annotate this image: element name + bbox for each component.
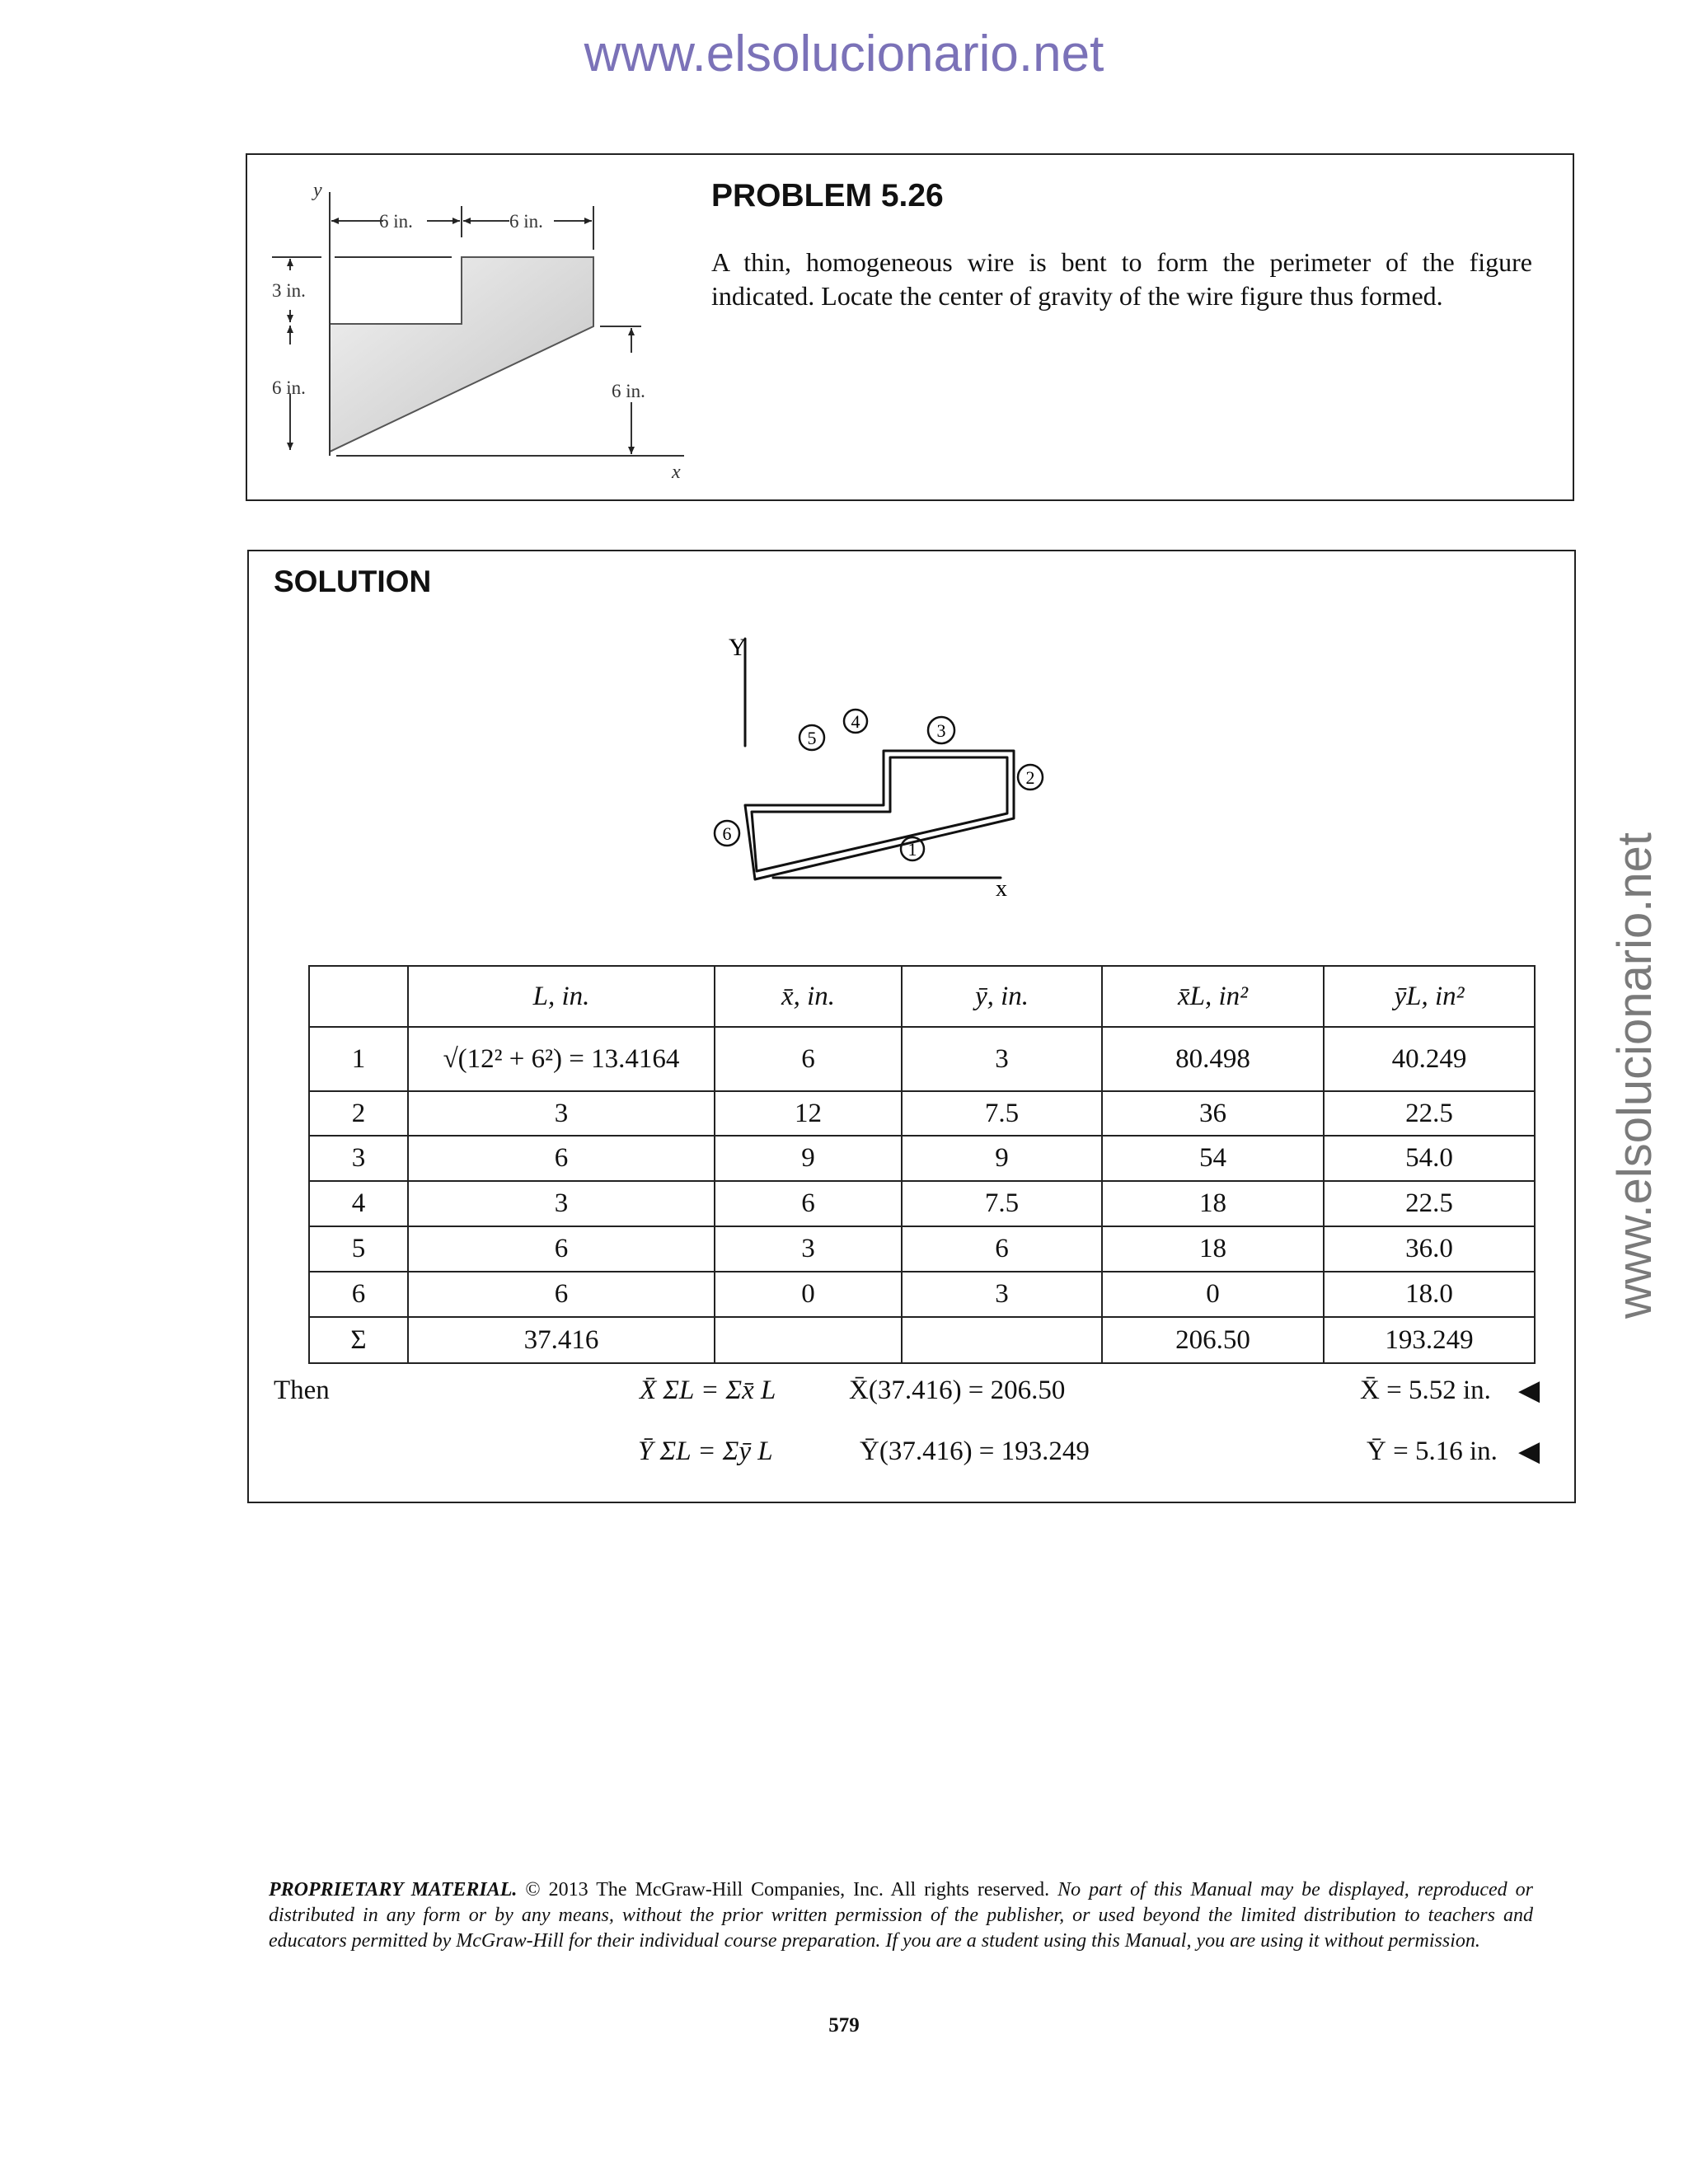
problem-statement: A thin, homogeneous wire is bent to form the perimeter of the figure indicated. Locate the center of gravity of the wire figure thus formed.: [711, 247, 1532, 311]
segment-label-6: 6: [722, 823, 732, 844]
table-cell: 37.416: [408, 1317, 715, 1363]
table-cell: √(12² + 6²) = 13.4164: [408, 1027, 715, 1091]
axis-x-label: x: [672, 462, 681, 483]
watermark-side: www.elsolucionario.net: [1608, 832, 1662, 1319]
watermark-top: www.elsolucionario.net: [584, 26, 1104, 82]
segment-label-5: 5: [807, 728, 817, 748]
copyright-footer: [269, 1877, 1533, 1954]
table-cell: 9: [902, 1136, 1102, 1181]
table-cell: 6: [408, 1272, 715, 1317]
table-cell: 6: [309, 1272, 408, 1317]
table-cell: 3: [902, 1027, 1102, 1091]
table-cell: 3: [408, 1091, 715, 1136]
table-cell: Σ: [309, 1317, 408, 1363]
eq-x-result: X̄ = 5.52 in.: [1360, 1376, 1491, 1405]
table-sum-row: [309, 1317, 1535, 1363]
table-cell: [715, 1317, 902, 1363]
footer-normal: © 2013 The McGraw-Hill Companies, Inc. All rights reserved.: [517, 1879, 1050, 1900]
table-cell: 7.5: [902, 1181, 1102, 1226]
table-cell: 12: [715, 1091, 902, 1136]
table-row: [309, 1136, 1535, 1181]
header-cell: ȳ, in.: [902, 966, 1102, 1027]
table-cell: 1: [309, 1027, 408, 1091]
segment-label-1: 1: [907, 839, 917, 860]
segment-label-3: 3: [936, 720, 946, 741]
axis-y-label: y: [313, 180, 322, 201]
then-label: Then: [274, 1376, 330, 1405]
table-cell: 18: [1102, 1226, 1324, 1272]
dim-right: 6 in.: [612, 381, 645, 401]
solution-sketch: [694, 622, 1156, 919]
table-cell: 6: [715, 1181, 902, 1226]
dim-top-left: 6 in.: [379, 211, 413, 232]
table-cell: 22.5: [1324, 1181, 1535, 1226]
table-cell: 6: [408, 1136, 715, 1181]
problem-box: [246, 153, 1574, 501]
table-row: [309, 1181, 1535, 1226]
table-row: [309, 1272, 1535, 1317]
result-marker-icon: ◀: [1518, 1436, 1540, 1467]
eq-y-general: Ȳ ΣL = Σȳ L: [638, 1436, 773, 1466]
table-cell: 6: [408, 1226, 715, 1272]
table-row: [309, 1027, 1535, 1091]
eq-y-substituted: Ȳ(37.416) = 193.249: [860, 1436, 1090, 1466]
table-cell: 80.498: [1102, 1027, 1324, 1091]
header-cell: ȳL, in²: [1324, 966, 1535, 1027]
table-cell: 54: [1102, 1136, 1324, 1181]
footer-italic: No part of this Manual may be displayed, reproduced or distributed in any form or by any means, without the prior written permission of the publisher, or used beyond the limited distribution to teachers and educators permitted by McGraw-Hill for their individual course preparation. If you are a student using this Manual, you are using it without permission.: [269, 1879, 1533, 1952]
results-table: [308, 965, 1536, 1364]
table-cell: 7.5: [902, 1091, 1102, 1136]
table-cell: 22.5: [1324, 1091, 1535, 1136]
segment-label-4: 4: [851, 711, 860, 732]
table-cell: [902, 1317, 1102, 1363]
result-marker-icon: ◀: [1518, 1376, 1540, 1406]
dim-top-right: 6 in.: [509, 211, 543, 232]
eq-x-substituted: X̄(37.416) = 206.50: [849, 1376, 1066, 1405]
table-cell: 9: [715, 1136, 902, 1181]
dim-left-lower: 6 in.: [272, 377, 306, 398]
problem-title: PROBLEM 5.26: [711, 178, 944, 213]
segment-label-2: 2: [1025, 767, 1035, 788]
solution-box: [247, 550, 1576, 1503]
table-cell: 5: [309, 1226, 408, 1272]
dim-left-upper: 3 in.: [272, 280, 306, 301]
footer-bold: PROPRIETARY MATERIAL.: [269, 1879, 518, 1900]
table-row: [309, 1091, 1535, 1136]
table-cell: 40.249: [1324, 1027, 1535, 1091]
table-row: [309, 1226, 1535, 1272]
table-cell: 36.0: [1324, 1226, 1535, 1272]
solution-title: SOLUTION: [274, 565, 432, 598]
header-cell: x̄L, in²: [1102, 966, 1324, 1027]
sketch-axis-y: Y: [729, 634, 747, 661]
table-cell: 3: [715, 1226, 902, 1272]
header-cell: [309, 966, 408, 1027]
page-number: 579: [828, 2014, 860, 2036]
table-cell: 6: [902, 1226, 1102, 1272]
table-cell: 36: [1102, 1091, 1324, 1136]
table-cell: 0: [1102, 1272, 1324, 1317]
table-cell: 4: [309, 1181, 408, 1226]
problem-figure: [247, 155, 709, 493]
table-cell: 18.0: [1324, 1272, 1535, 1317]
table-cell: 3: [309, 1136, 408, 1181]
table-cell: 3: [902, 1272, 1102, 1317]
eq-x-general: X̄ ΣL = Σx̄ L: [640, 1376, 776, 1405]
table-cell: 54.0: [1324, 1136, 1535, 1181]
table-cell: 0: [715, 1272, 902, 1317]
table-cell: 193.249: [1324, 1317, 1535, 1363]
sketch-axis-x: x: [996, 876, 1007, 902]
table-header-row: [309, 966, 1535, 1027]
header-cell: x̄, in.: [715, 966, 902, 1027]
table-cell: 6: [715, 1027, 902, 1091]
table-cell: 18: [1102, 1181, 1324, 1226]
table-cell: 206.50: [1102, 1317, 1324, 1363]
eq-y-result: Ȳ = 5.16 in.: [1367, 1436, 1498, 1466]
header-cell: L, in.: [408, 966, 715, 1027]
table-cell: 2: [309, 1091, 408, 1136]
table-cell: 3: [408, 1181, 715, 1226]
